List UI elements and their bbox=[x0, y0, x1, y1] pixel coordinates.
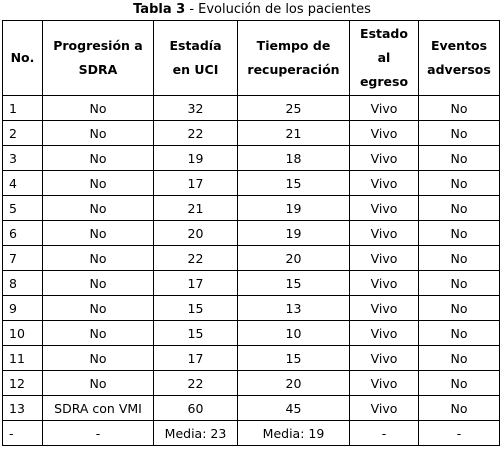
cell-progresion: No bbox=[43, 171, 154, 196]
cell-eventos: No bbox=[419, 271, 500, 296]
cell-eventos: No bbox=[419, 96, 500, 121]
table-body bbox=[3, 96, 500, 446]
cell-no: 8 bbox=[3, 271, 43, 296]
header-tiempo-recuperacion: Tiempo de recuperación bbox=[238, 21, 350, 96]
header-progresion-sdra: Progresión a SDRA bbox=[43, 21, 154, 96]
cell-eventos: No bbox=[419, 196, 500, 221]
cell-eventos: - bbox=[419, 421, 500, 446]
cell-estadia: 22 bbox=[154, 246, 238, 271]
cell-no: 3 bbox=[3, 146, 43, 171]
table-row bbox=[3, 171, 500, 196]
table-row bbox=[3, 421, 500, 446]
cell-estado: Vivo bbox=[350, 296, 419, 321]
cell-estadia: 15 bbox=[154, 296, 238, 321]
table-row bbox=[3, 146, 500, 171]
cell-tiempo: 19 bbox=[238, 196, 350, 221]
cell-tiempo: 15 bbox=[238, 171, 350, 196]
cell-progresion: No bbox=[43, 221, 154, 246]
header-estado-egreso: Estado al egreso bbox=[350, 21, 419, 96]
cell-no: 9 bbox=[3, 296, 43, 321]
cell-estado: Vivo bbox=[350, 171, 419, 196]
cell-estado: Vivo bbox=[350, 146, 419, 171]
cell-eventos: No bbox=[419, 396, 500, 421]
table-header-row bbox=[3, 21, 500, 96]
cell-progresion: No bbox=[43, 121, 154, 146]
table-row bbox=[3, 296, 500, 321]
cell-tiempo: 18 bbox=[238, 146, 350, 171]
cell-tiempo: 19 bbox=[238, 221, 350, 246]
cell-estadia: 17 bbox=[154, 171, 238, 196]
table-row bbox=[3, 221, 500, 246]
cell-tiempo: 45 bbox=[238, 396, 350, 421]
header-estadia-uci: Estadía en UCI bbox=[154, 21, 238, 96]
cell-estado: Vivo bbox=[350, 346, 419, 371]
cell-progresion: - bbox=[43, 421, 154, 446]
cell-estadia: 15 bbox=[154, 321, 238, 346]
cell-no: 5 bbox=[3, 196, 43, 221]
cell-tiempo: 10 bbox=[238, 321, 350, 346]
cell-estado: Vivo bbox=[350, 396, 419, 421]
cell-estadia: 21 bbox=[154, 196, 238, 221]
patient-evolution-table bbox=[2, 20, 500, 446]
cell-progresion: No bbox=[43, 96, 154, 121]
table-caption bbox=[0, 0, 504, 20]
header-eventos-adversos: Eventos adversos bbox=[419, 21, 500, 96]
cell-estadia: 19 bbox=[154, 146, 238, 171]
cell-estadia: 32 bbox=[154, 96, 238, 121]
cell-no: 7 bbox=[3, 246, 43, 271]
cell-tiempo: 15 bbox=[238, 271, 350, 296]
cell-eventos: No bbox=[419, 221, 500, 246]
cell-no: 12 bbox=[3, 371, 43, 396]
cell-eventos: No bbox=[419, 146, 500, 171]
cell-progresion: No bbox=[43, 321, 154, 346]
cell-eventos: No bbox=[419, 296, 500, 321]
table-row bbox=[3, 371, 500, 396]
cell-estadia: Media: 23 bbox=[154, 421, 238, 446]
cell-progresion: No bbox=[43, 146, 154, 171]
header-no: No. bbox=[3, 21, 43, 96]
cell-estadia: 17 bbox=[154, 346, 238, 371]
cell-tiempo: 15 bbox=[238, 346, 350, 371]
table-caption-text: - Evolución de los pacientes bbox=[185, 2, 371, 17]
cell-progresion: SDRA con VMI bbox=[43, 396, 154, 421]
cell-estado: - bbox=[350, 421, 419, 446]
cell-no: 2 bbox=[3, 121, 43, 146]
cell-tiempo: 20 bbox=[238, 371, 350, 396]
cell-no: 6 bbox=[3, 221, 43, 246]
cell-eventos: No bbox=[419, 171, 500, 196]
cell-progresion: No bbox=[43, 296, 154, 321]
cell-estado: Vivo bbox=[350, 246, 419, 271]
cell-eventos: No bbox=[419, 121, 500, 146]
table-row bbox=[3, 196, 500, 221]
cell-estado: Vivo bbox=[350, 321, 419, 346]
cell-tiempo: 13 bbox=[238, 296, 350, 321]
table-caption-label: Tabla 3 bbox=[133, 2, 186, 17]
cell-tiempo: Media: 19 bbox=[238, 421, 350, 446]
cell-estadia: 60 bbox=[154, 396, 238, 421]
cell-no: 11 bbox=[3, 346, 43, 371]
table-row bbox=[3, 121, 500, 146]
cell-estado: Vivo bbox=[350, 121, 419, 146]
cell-eventos: No bbox=[419, 346, 500, 371]
cell-estado: Vivo bbox=[350, 271, 419, 296]
cell-progresion: No bbox=[43, 371, 154, 396]
cell-estado: Vivo bbox=[350, 96, 419, 121]
cell-tiempo: 25 bbox=[238, 96, 350, 121]
cell-estado: Vivo bbox=[350, 221, 419, 246]
cell-eventos: No bbox=[419, 371, 500, 396]
cell-tiempo: 20 bbox=[238, 246, 350, 271]
cell-estadia: 22 bbox=[154, 371, 238, 396]
cell-estado: Vivo bbox=[350, 196, 419, 221]
table-row bbox=[3, 271, 500, 296]
table-row bbox=[3, 246, 500, 271]
cell-tiempo: 21 bbox=[238, 121, 350, 146]
cell-progresion: No bbox=[43, 246, 154, 271]
cell-estadia: 20 bbox=[154, 221, 238, 246]
cell-no: - bbox=[3, 421, 43, 446]
cell-no: 13 bbox=[3, 396, 43, 421]
cell-estado: Vivo bbox=[350, 371, 419, 396]
table-row bbox=[3, 346, 500, 371]
cell-estadia: 17 bbox=[154, 271, 238, 296]
table-row bbox=[3, 396, 500, 421]
cell-estadia: 22 bbox=[154, 121, 238, 146]
cell-no: 10 bbox=[3, 321, 43, 346]
cell-eventos: No bbox=[419, 246, 500, 271]
cell-progresion: No bbox=[43, 346, 154, 371]
cell-progresion: No bbox=[43, 271, 154, 296]
cell-no: 4 bbox=[3, 171, 43, 196]
table-row bbox=[3, 321, 500, 346]
cell-no: 1 bbox=[3, 96, 43, 121]
table-row bbox=[3, 96, 500, 121]
cell-eventos: No bbox=[419, 321, 500, 346]
cell-progresion: No bbox=[43, 196, 154, 221]
